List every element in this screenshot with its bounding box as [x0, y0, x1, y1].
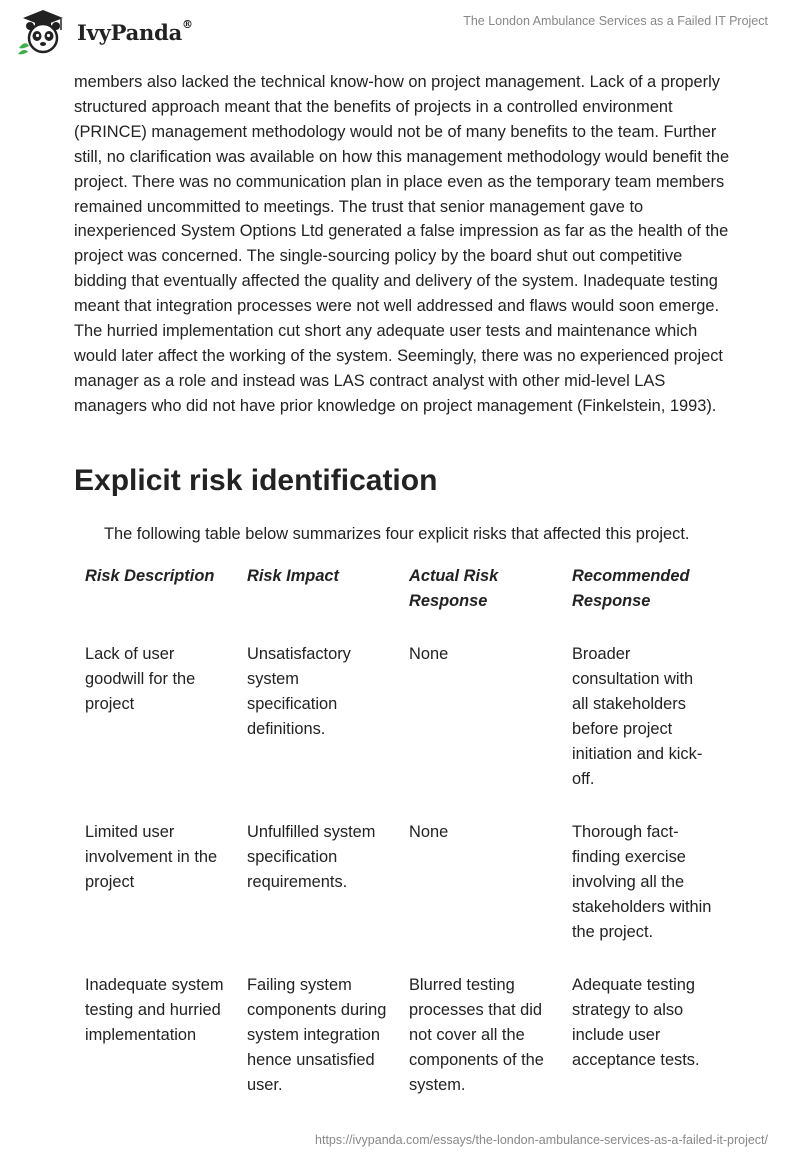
table-cell: Lack of user goodwill for the project	[85, 645, 196, 713]
document-title: The London Ambulance Services as a Failed IT Project	[463, 14, 768, 28]
table-intro: The following table below summarizes four explicit risks that affected this project.	[104, 525, 690, 543]
body-paragraph: members also lacked the technical know-how on project management. Lack of a properly structured approach meant that the benefits of projects in a controlled environment (PRINCE) management methodology would not be of many benefits to the team. Further still, no clarification was available on how this management methodology would benefit the project. There was no communication plan in place even as the temporary team members remained uncommitted to meetings. The trust that senior management gave to inexperienced System Options Ltd generated a false impression as far as the health of the project was concerned. The single-sourcing policy by the board shut out competitive bidding that eventually affected the quality and delivery of the system. Inadequate testing meant that integration processes were not well addressed and flaws would soon emerge. The hurried implementation cut short any adequate user tests and maintenance which would later affect the working of the system. Seemingly, there was no experienced project manager as a role and instead was LAS contract analyst with other mid-level LAS managers who did not have prior knowledge on project management (Finkelstein, 1993).	[74, 73, 730, 415]
page-header	[0, 0, 800, 64]
table-row	[74, 961, 724, 1114]
table-cell: Inadequate system testing and hurried implementation	[85, 976, 224, 1044]
column-header-recommended-response: Recommended Response	[572, 567, 690, 610]
table-cell: Unfulfilled system specification requirements.	[247, 823, 376, 891]
column-header-risk-impact: Risk Impact	[247, 567, 340, 585]
panda-graduate-logo-icon	[15, 8, 71, 56]
table-cell: Adequate testing strategy to also include user acceptance tests.	[572, 976, 700, 1069]
table-cell: Broader consultation with all stakeholders before project initiation and kick-off.	[572, 645, 703, 788]
brand-name: IvyPanda®	[77, 17, 193, 45]
table-cell: None	[409, 645, 449, 663]
ivypanda-logo[interactable]	[15, 8, 193, 56]
source-url[interactable]: https://ivypanda.com/essays/the-london-ambulance-services-as-a-failed-it-project/	[315, 1133, 768, 1147]
table-cell: Thorough fact-finding exercise involving all the stakeholders within the project.	[572, 823, 712, 941]
table-row	[74, 808, 724, 961]
section-heading: Explicit risk identification	[74, 464, 438, 497]
registered-mark: ®	[182, 17, 193, 31]
table-cell: None	[409, 823, 449, 841]
table-cell: Limited user involvement in the project	[85, 823, 218, 891]
table-header-row	[74, 552, 724, 630]
column-header-risk-description: Risk Description	[85, 567, 215, 585]
table-cell: Failing system components during system integration hence unsatisfied user.	[247, 976, 387, 1094]
risk-table	[74, 552, 724, 1114]
table-cell: Blurred testing processes that did not cover all the components of the system.	[409, 976, 544, 1094]
table-row	[74, 630, 724, 808]
column-header-actual-response: Actual Risk Response	[409, 567, 499, 610]
table-cell: Unsatisfactory system specification definitions.	[247, 645, 351, 738]
